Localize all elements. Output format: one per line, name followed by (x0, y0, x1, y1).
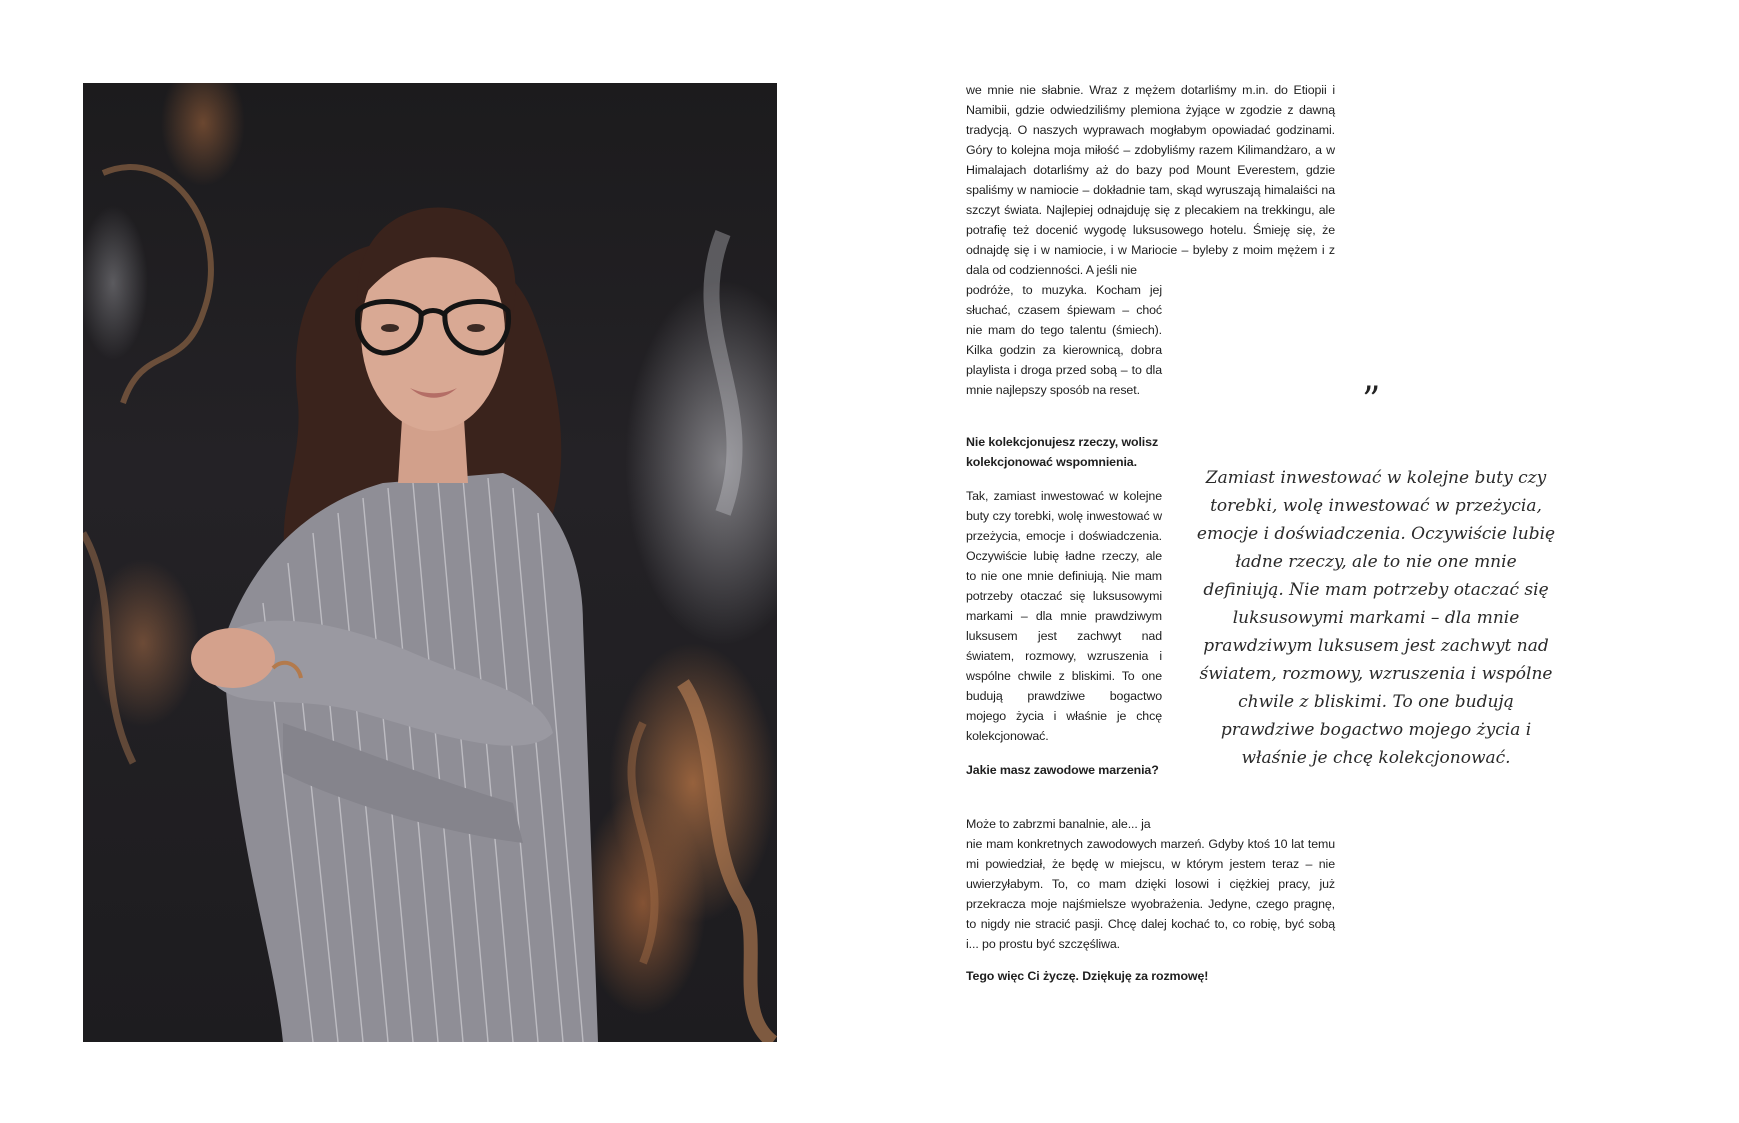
paragraph-travel: we mnie nie słabnie. Wraz z mężem dotarliśmy m.in. do Etiopii i Namibii, gdzie odwiedziliśmy plemiona żyjące w zgodzie z dawną tradycją. O naszych wyprawach mogłabym opowiadać godzinami. Góry to kolejna moja miłość – zdobyliśmy razem Kilimandżaro, a w Himalajach dotarliśmy aż do bazy pod Mount Everestem, gdzie spaliśmy w namiocie – dokładnie tam, skąd wyruszają himalaiści na szczyt świata. Najlepiej odnajduję się z plecakiem na trekkingu, ale potrafię też docenić wygodę luksusowego hotelu. Śmieję się, że odnajdę się i w namiocie, i w Mariocie – byleby z moim mężem i z dala od codzienności. A jeśli nie (966, 83, 1335, 277)
answer-dreams: nie mam konkretnych zawodowych marzeń. Gdyby ktoś 10 lat temu mi powiedział, że będę w miejscu, w którym jestem teraz – nie uwierzyłabym. To, co mam dzięki losowi i ciężkiej pracy, już przekracza moje najśmielsze wyobrażenia. Jedyne, czego pragnę, to nigdy nie stracić pasji. Chcę dalej kochać to, co robię, być sobą i... po prostu być szczęśliwa. (966, 837, 1335, 951)
portrait-photo (83, 83, 777, 1042)
paragraph-music: podróże, to muzyka. Kocham jej słuchać, czasem śpiewam – choć nie mam do tego talentu (śmiech). Kilka godzin za kierownicą, dobra playlista i droga przed sobą – to dla mnie najlepszy sposób na reset. (966, 283, 1162, 397)
question-dreams: Jakie masz zawodowe marzenia? (966, 763, 1159, 777)
pull-quote: Zamiast inwestować w kolejne buty czy torebki, wolę inwestować w przeżycia, emocje i doświadczenia. Oczywiście lubię ładne rzeczy, ale to nie one mnie definiują. Nie mam potrzeby otaczać się luksusowymi markami – dla mnie prawdziwym luksusem jest zachwyt nad światem, rozmowy, wzruszenia i wspólne chwile z bliskimi. To one budują prawdziwe bogactwo mojego życia i właśnie je chcę kolekcjonować. (1196, 468, 1556, 768)
portrait-illustration (83, 83, 777, 1042)
quote-mark-icon: ” (1362, 380, 1377, 421)
closing-line: Tego więc Ci życzę. Dziękuję za rozmowę! (966, 969, 1209, 983)
answer-dreams-lead: Może to zabrzmi banalnie, ale... ja (966, 817, 1151, 831)
question-collect: Nie kolekcjonujesz rzeczy, wolisz kolekcjonować wspomnienia. (966, 435, 1159, 469)
answer-collect: Tak, zamiast inwestować w kolejne buty czy torebki, wolę inwestować w przeżycia, emocje i doświadczenia. Oczywiście lubię ładne rzeczy, ale to nie one mnie definiują. Nie mam potrzeby otaczać się luksusowymi markami – dla mnie prawdziwym luksusem jest zachwyt nad światem, rozmowy, wzruszenia i wspólne chwile z bliskimi. To one budują prawdziwe bogactwo mojego życia i właśnie je chcę kolekcjonować. (966, 489, 1162, 743)
